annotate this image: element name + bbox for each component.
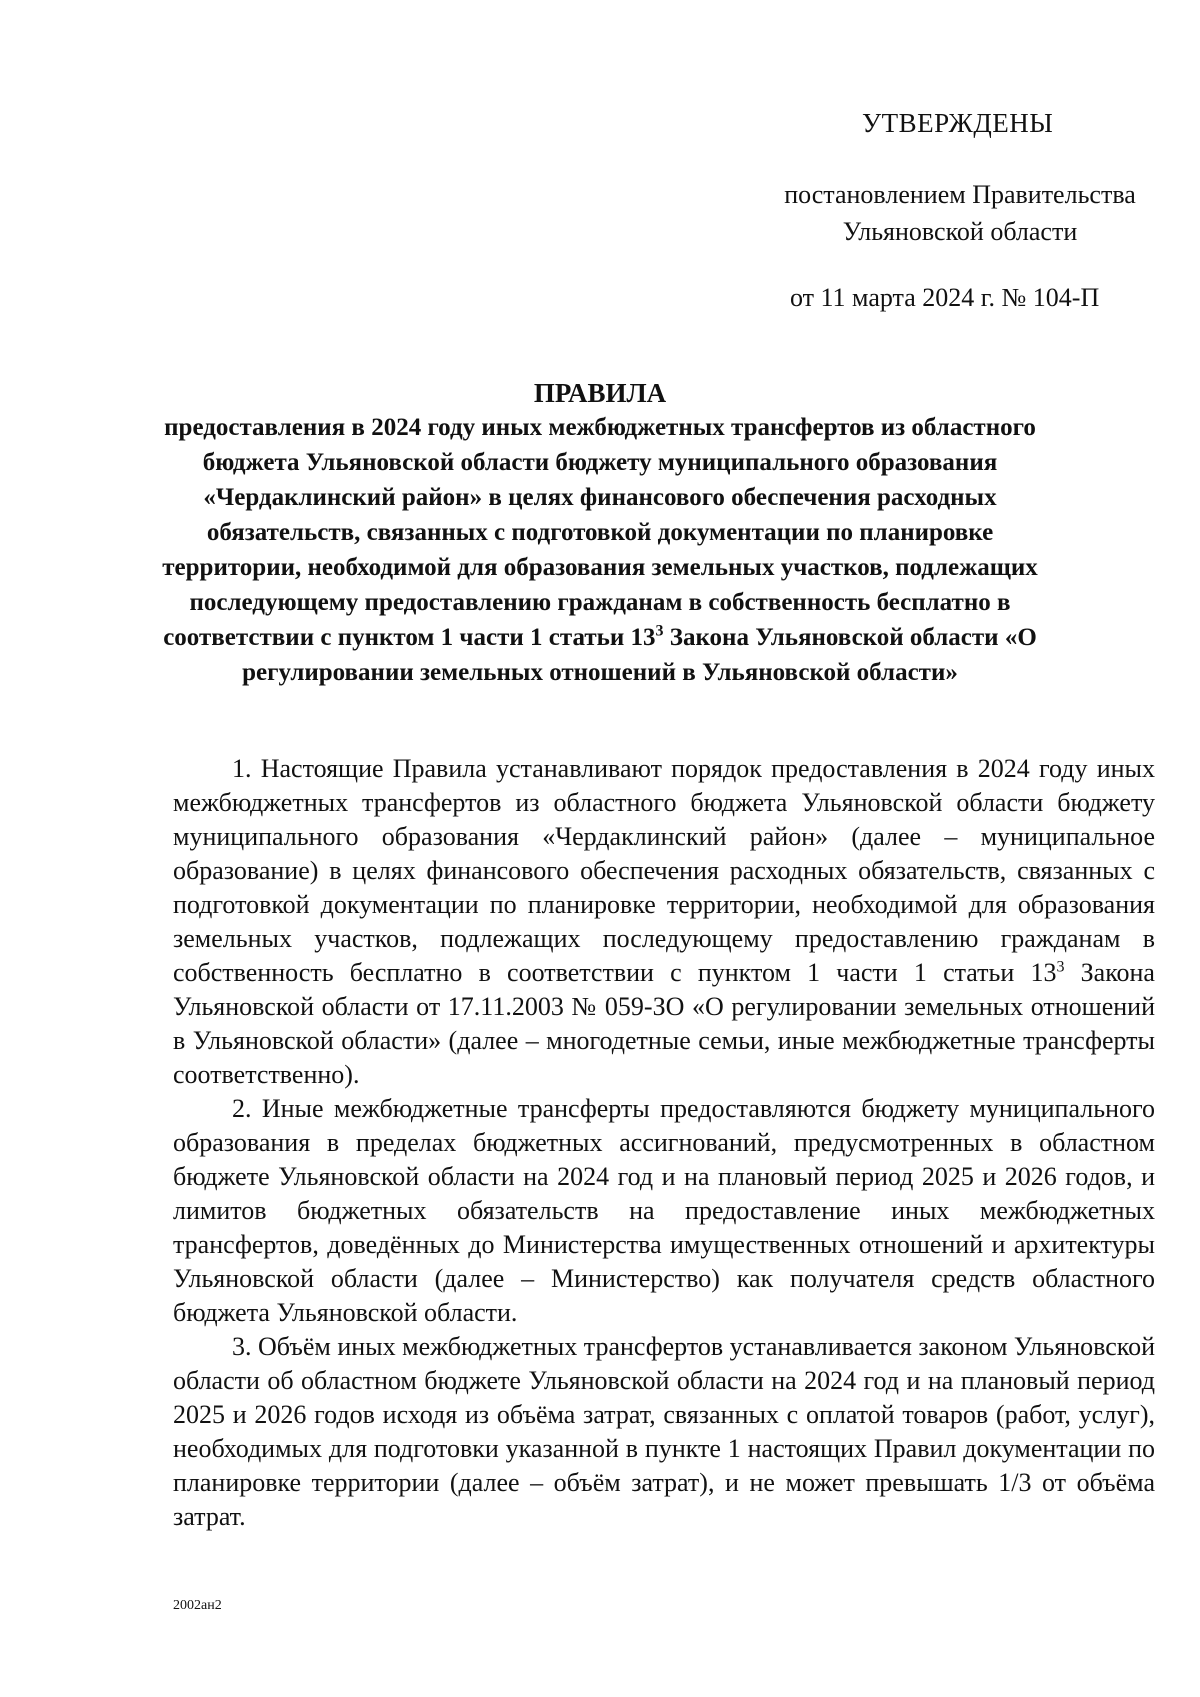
- paragraph-2: 2. Иные межбюджетные трансферты предоставляются бюджету муниципального образования в пределах бюджетных ассигнований, предусмотренных в областном бюджете Ульяновской области на 2024 год и на плановый период 2025 и 2026 годов, и лимитов бюджетных обязательств на предоставление иных межбюджетных трансфертов, доведённых до Министерства имущественных отношений и архитектуры Ульяновской области (далее – Министерство) как получателя средств областного бюджета Ульяновской области.: [173, 1094, 1155, 1327]
- subtitle-text: предоставления в 2024 году иных межбюджетных трансфертов из областного бюджета Ульяновской области бюджету муниципального образования «Чердаклинский район» в целях финансового обеспечения расходных обязательств, связанных с подготовкой документации по планировке территории, необходимой для образования земельных участков, подлежащих последующему предоставлению гражданам в собственность бесплатно в соответствии с пунктом 1 части 1 статьи 13: [162, 414, 1038, 651]
- approval-mark: УТВЕРЖДЕНЫ: [862, 108, 1054, 138]
- decree-reference: [760, 176, 1160, 250]
- subtitle-superscript: 3: [655, 622, 664, 640]
- subtitle-text-end: Закона Ульяновской области «О регулировании земельных отношений в Ульяновской области»: [242, 624, 1037, 686]
- document-body: [173, 752, 1155, 1534]
- paragraph-1: [173, 752, 1155, 1092]
- decree-line-1: постановлением Правительства: [784, 180, 1136, 209]
- document-title: ПРАВИЛА: [533, 378, 667, 408]
- document-subtitle: [150, 410, 1050, 690]
- paragraph-1-text-end: Закона Ульяновской области от 17.11.2003 № 059-ЗО «О регулировании земельных отношений в Ульяновской области» (далее – многодетные семьи, иные межбюджетные трансферты соответственно).: [173, 958, 1155, 1089]
- decree-line-2: Ульяновской области: [842, 217, 1078, 246]
- paragraph-1-text: 1. Настоящие Правила устанавливают порядок предоставления в 2024 году иных межбюджетных трансфертов из областного бюджета Ульяновской области бюджету муниципального образования «Чердаклинский район» (далее – муниципальное образование) в целях финансового обеспечения расходных обязательств, связанных с подготовкой документации по планировке территории, необходимой для образования земельных участков, подлежащих последующему предоставлению гражданам в собственность бесплатно в соответствии с пунктом 1 части 1 статьи 13: [173, 754, 1155, 987]
- paragraph-1-superscript: 3: [1056, 958, 1065, 976]
- decree-date: от 11 марта 2024 г. № 104-П: [790, 283, 1100, 312]
- paragraph-3: 3. Объём иных межбюджетных трансфертов устанавливается законом Ульяновской области об областном бюджете Ульяновской области на 2024 год и на плановый период 2025 и 2026 годов исходя из объёма затрат, связанных с оплатой товаров (работ, услуг), необходимых для подготовки указанной в пункте 1 настоящих Правил документации по планировке территории (далее – объём затрат), и не может превышать 1/3 от объёма затрат.: [173, 1332, 1155, 1531]
- footer-code: 2002ан2: [173, 1598, 222, 1613]
